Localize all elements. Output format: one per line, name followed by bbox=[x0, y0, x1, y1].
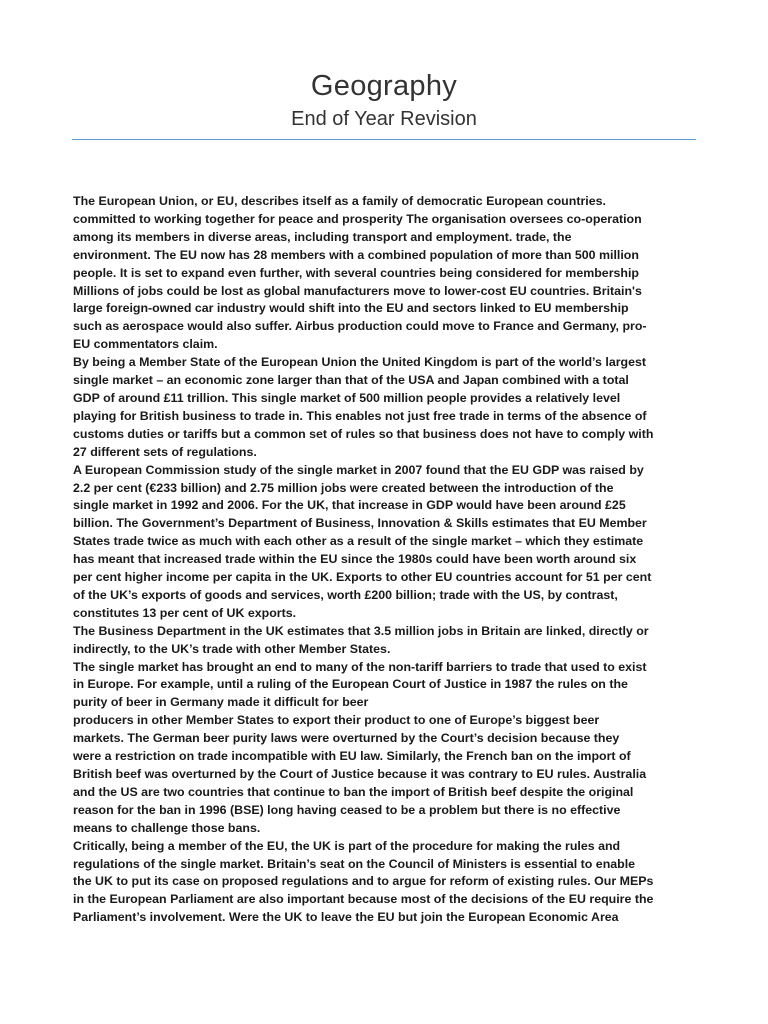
document-subtitle: End of Year Revision bbox=[291, 108, 477, 130]
paragraph-eu-intro: The European Union, or EU, describes itself as a family of democratic European countries. committed to working together for peace and prosperity The organisation oversees co-operation among its members in diverse areas, including transport and employment. trade, the environment. The EU now has 28 members with a combined population of more than 500 million people. It is set to expand even further, with several countries being considered for membership Millions of jobs could be lost as global manufacturers move to lower-cost EU countries. Britain's large foreign-owned car industry would shift into the EU and sectors linked to EU membership such as aerospace would also suffer. Airbus production could move to France and Germany, pro- EU commentators claim. bbox=[73, 194, 647, 352]
paragraph-single-market: By being a Member State of the European Union the United Kingdom is part of the world’s largest single market – an economic zone larger than that of the USA and Japan combined with a total GDP of around £11 trillion. This single market of 500 million people provides a relatively level playing for British business to trade in. This enables not just free trade in terms of the absence of customs duties or tariffs but a common set of rules so that business does not have to comply with 27 different sets of regulations. bbox=[73, 355, 654, 459]
paragraph-commission-study: A European Commission study of the single market in 2007 found that the EU GDP was raised by 2.2 per cent (€233 billion) and 2.75 million jobs were created between the introduction of the single market in 1992 and 2006. For the UK, that increase in GDP would have been around £25 billion. The Government’s Department of Business, Innovation & Skills estimates that EU Member States trade twice as much with each other as a result of the single market – which they estimate has meant that increased trade within the EU since the 1980s could have been worth around six per cent higher income per capita in the UK. Exports to other EU countries account for 51 per cent of the UK’s exports of goods and services, worth £200 billion; trade with the US, by contrast, constitutes 13 per cent of UK exports. bbox=[73, 462, 652, 620]
document-title: Geography bbox=[310, 70, 458, 102]
paragraph-business-department: The Business Department in the UK estimates that 3.5 million jobs in Britain are linked, directly or indirectly, to the UK’s trade with other Member States. bbox=[73, 623, 649, 656]
title-divider bbox=[72, 139, 696, 140]
paragraph-rule-making: Critically, being a member of the EU, the UK is part of the procedure for making the rules and regulations of the single market. Britain’s seat on the Council of Ministers is essential to enable the UK to put its case on proposed regulations and to argue for reform of existing rules. Our MEPs in the European Parliament are also important because most of the decisions of the EU require the Parliament’s involvement. Were the UK to leave the EU but join the European Economic Area bbox=[73, 838, 654, 925]
paragraph-non-tariff-barriers: The single market has brought an end to many of the non-tariff barriers to trade that used to exist in Europe. For example, until a ruling of the European Court of Justice in 1987 the rules on the purity of beer in Germany made it difficult for beer producers in other Member States to export their product to one of Europe’s biggest beer markets. The German beer purity laws were overturned by the Court’s decision because they were a restriction on trade incompatible with EU law. Similarly, the French ban on the import of British beef was overturned by the Court of Justice because it was contrary to EU rules. Australia and the US are two countries that continue to ban the import of British beef despite the original reason for the ban in 1996 (BSE) long having ceased to be a problem but there is no effective means to challenge those bans. bbox=[73, 659, 647, 835]
document-body bbox=[73, 193, 698, 927]
